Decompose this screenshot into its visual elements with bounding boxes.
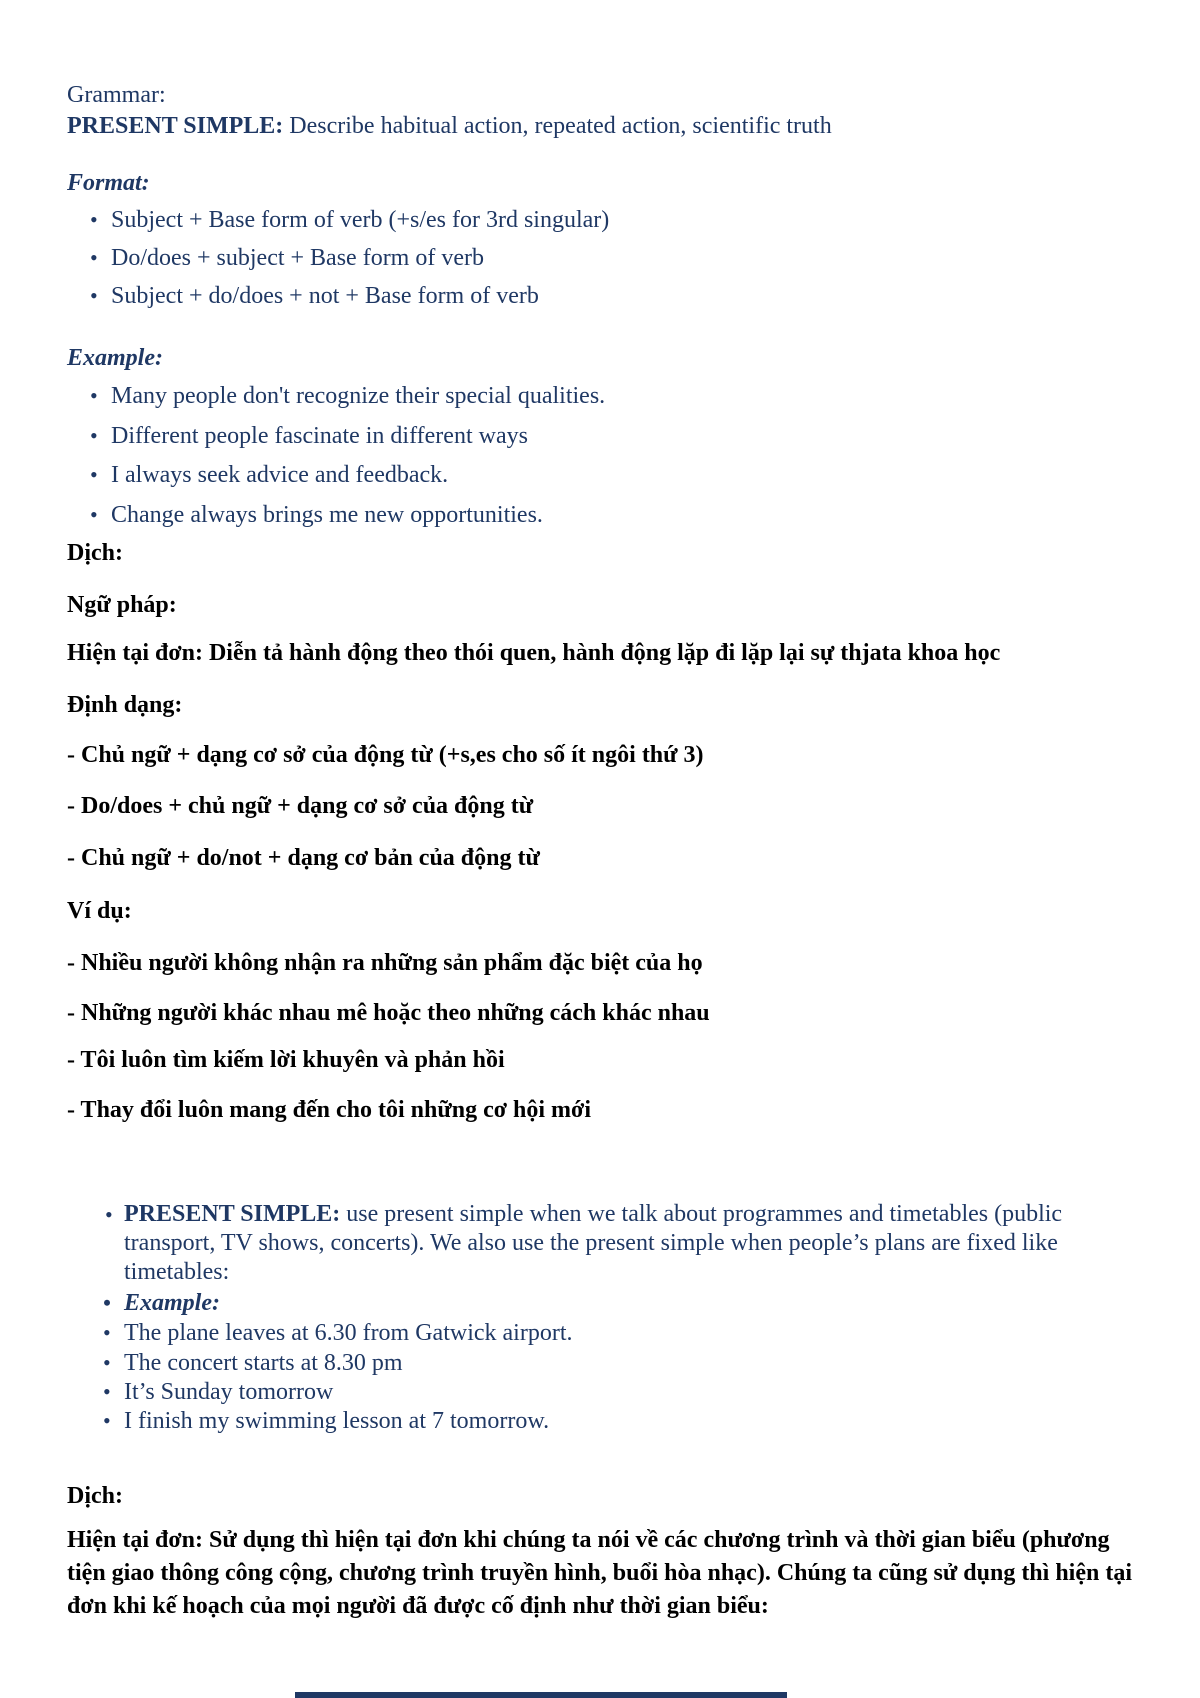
grammar-heading: Grammar: [67,82,166,108]
format-item-text: Do/does + subject + Base form of verb [111,245,484,271]
present-simple-description: Describe habitual action, repeated action, scientific truth [283,113,832,139]
present-simple-label: PRESENT SIMPLE: [67,113,284,139]
present-simple-title [67,111,832,141]
usage-example-text: The concert starts at 8.30 pm [124,1350,403,1376]
usage-example-text: It’s Sunday tomorrow [124,1379,334,1405]
example-item [90,421,528,451]
example-item [90,381,605,411]
usage-bullet-paragraph [103,1200,1088,1287]
translation-line: - Chủ ngữ + do/not + dạng cơ bản của động từ [67,845,540,871]
usage-description: use present simple when we talk about programmes and timetables (public transport, TV shows, concerts). We also use the present simple when people’s plans are fixed like timetables: [124,1201,1063,1285]
translation-line: - Nhiều người không nhận ra những sản phẩm đặc biệt của họ [67,950,703,976]
usage-example-item [103,1348,403,1378]
format-item [90,243,484,273]
dich-label: Dịch: [67,1483,123,1509]
translation-line: Ví dụ: [67,898,132,924]
bottom-clipped-text-line [295,1692,787,1698]
usage-paragraph-text [124,1200,1088,1287]
translation-paragraph: Hiện tại đơn: Sử dụng thì hiện tại đơn khi chúng ta nói về các chương trình và thời gian biểu (phương tiện giao thông công cộng, chương trình truyền hình, buổi hòa nhạc). Chúng ta cũng sử dụng thì hiện tại đơn khi kế hoạch của mọi người đã được cố định như thời gian biểu: [67,1527,1132,1619]
example-item-text: Change always brings me new opportunities. [111,502,543,528]
format-item [90,281,539,311]
usage-example-text: I finish my swimming lesson at 7 tomorrow. [124,1408,550,1434]
usage-example-text: The plane leaves at 6.30 from Gatwick airport. [124,1320,573,1346]
translation-line: - Những người khác nhau mê hoặc theo những cách khác nhau [67,1000,710,1026]
present-simple-label: PRESENT SIMPLE: [124,1201,341,1227]
format-item-text: Subject + Base form of verb (+s/es for 3rd singular) [111,207,610,233]
example-heading [103,1288,220,1318]
example-item-text: I always seek advice and feedback. [111,462,449,488]
example-item-text: Many people don't recognize their special qualities. [111,383,606,409]
translation-line: Hiện tại đơn: Diễn tả hành động theo thói quen, hành động lặp đi lặp lại sự thjata khoa học [67,640,1001,666]
translation-line: - Thay đổi luôn mang đến cho tôi những cơ hội mới [67,1097,591,1123]
usage-example-item [103,1406,549,1436]
translation-line: Ngữ pháp: [67,592,177,618]
usage-example-item [103,1318,573,1348]
example-heading: Example: [67,345,163,371]
example-item-text: Different people fascinate in different ways [111,423,528,449]
translation-line: Định dạng: [67,692,183,718]
translation-line: - Chủ ngữ + dạng cơ sở của động từ (+s,es cho số ít ngôi thứ 3) [67,742,704,768]
example-heading-text: Example: [124,1290,220,1316]
format-heading: Format: [67,170,150,196]
translation-line: - Tôi luôn tìm kiếm lời khuyên và phản hồi [67,1047,505,1073]
dich-label: Dịch: [67,540,123,566]
example-item [90,460,448,490]
usage-example-item [103,1377,333,1407]
format-item-text: Subject + do/does + not + Base form of verb [111,283,539,309]
example-item [90,500,543,530]
format-item [90,205,609,235]
translation-line: - Do/does + chủ ngữ + dạng cơ sở của động từ [67,793,534,819]
